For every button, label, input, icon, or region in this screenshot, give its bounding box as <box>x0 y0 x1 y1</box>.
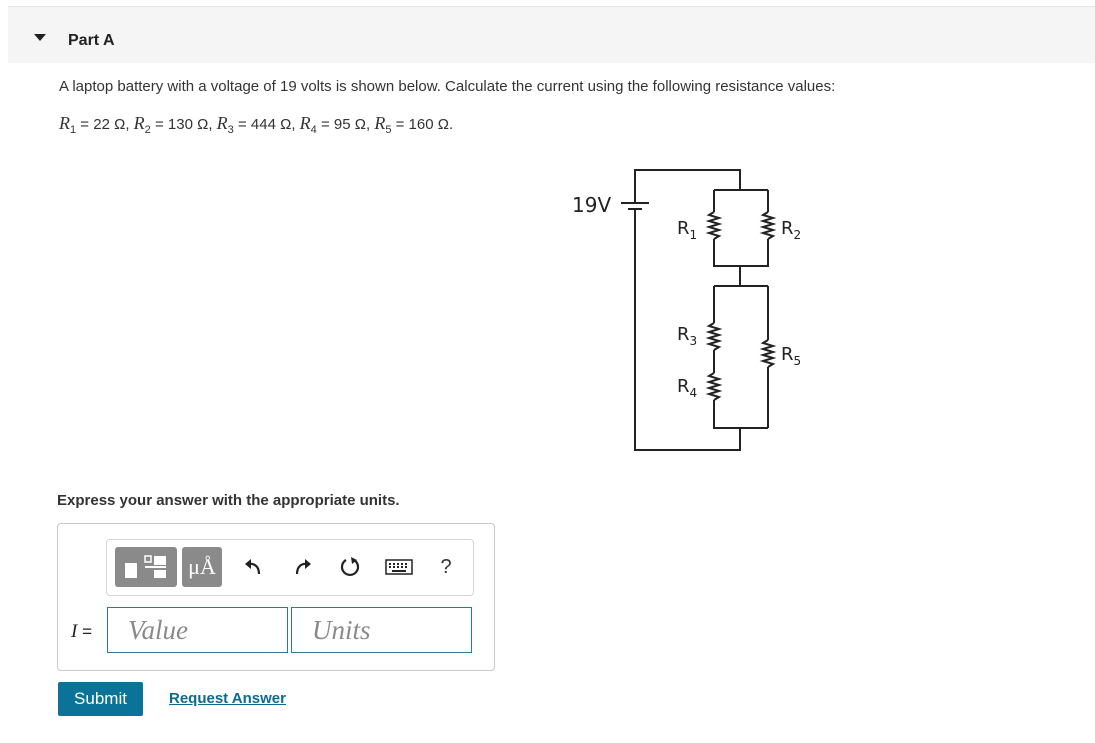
help-icon: ? <box>440 555 452 578</box>
submit-button[interactable]: Submit <box>58 682 143 716</box>
part-header[interactable] <box>8 6 1095 63</box>
collapse-caret-icon[interactable] <box>34 34 46 41</box>
label-r5: $R_5$ <box>781 344 802 368</box>
value-field[interactable] <box>107 607 288 653</box>
undo-icon <box>243 556 265 578</box>
resistor-r2-zigzag <box>763 212 773 239</box>
resistance-value-3: $R_3 = 444$ Ω, <box>216 113 296 136</box>
units-icon: μÅ <box>188 554 216 579</box>
keyboard-button[interactable] <box>383 547 415 587</box>
resistor-r3-zigzag <box>709 323 719 350</box>
label-r1: $R_1$ <box>677 218 698 242</box>
request-answer-link[interactable]: Request Answer <box>169 690 286 707</box>
resistance-value-2: $R_2 = 130$ Ω, <box>133 113 213 136</box>
resistance-value-4: $R_4 = 95$ Ω, <box>299 113 371 136</box>
resistor-r1-zigzag <box>709 212 719 239</box>
reset-icon <box>338 555 362 579</box>
answer-instruction: Express your answer with the appropriate units. <box>57 492 400 509</box>
units-input[interactable] <box>292 608 471 652</box>
math-toolbar <box>106 539 474 596</box>
label-r3: $R_3$ <box>677 324 698 348</box>
top-wire <box>635 170 740 203</box>
resistance-values <box>59 113 453 136</box>
label-r4: $R_4$ <box>677 376 698 400</box>
redo-icon <box>291 556 313 578</box>
resistance-value-5: $R_5 = 160$ Ω. <box>374 113 454 136</box>
resistance-value-1: $R_1 = 22$ Ω, <box>59 113 130 136</box>
circuit-diagram <box>565 160 805 460</box>
reset-button[interactable] <box>335 547 365 587</box>
units-field[interactable] <box>291 607 472 653</box>
answer-variable-label: I = <box>71 621 92 642</box>
resistor-r5-zigzag <box>763 340 773 367</box>
templates-icon <box>123 554 169 580</box>
undo-button[interactable] <box>239 547 269 587</box>
templates-button[interactable] <box>115 547 177 587</box>
part-title: Part A <box>68 32 115 49</box>
problem-prompt: A laptop battery with a voltage of 19 volts is shown below. Calculate the current using the following resistance values: <box>59 78 836 95</box>
units-button[interactable] <box>182 547 222 587</box>
help-button[interactable] <box>433 547 459 587</box>
keyboard-icon <box>385 559 413 575</box>
voltage-label: 19V <box>572 193 612 217</box>
redo-button[interactable] <box>287 547 317 587</box>
label-r2: $R_2$ <box>781 218 802 242</box>
resistor-r4-zigzag <box>709 373 719 400</box>
value-input[interactable] <box>108 608 287 652</box>
